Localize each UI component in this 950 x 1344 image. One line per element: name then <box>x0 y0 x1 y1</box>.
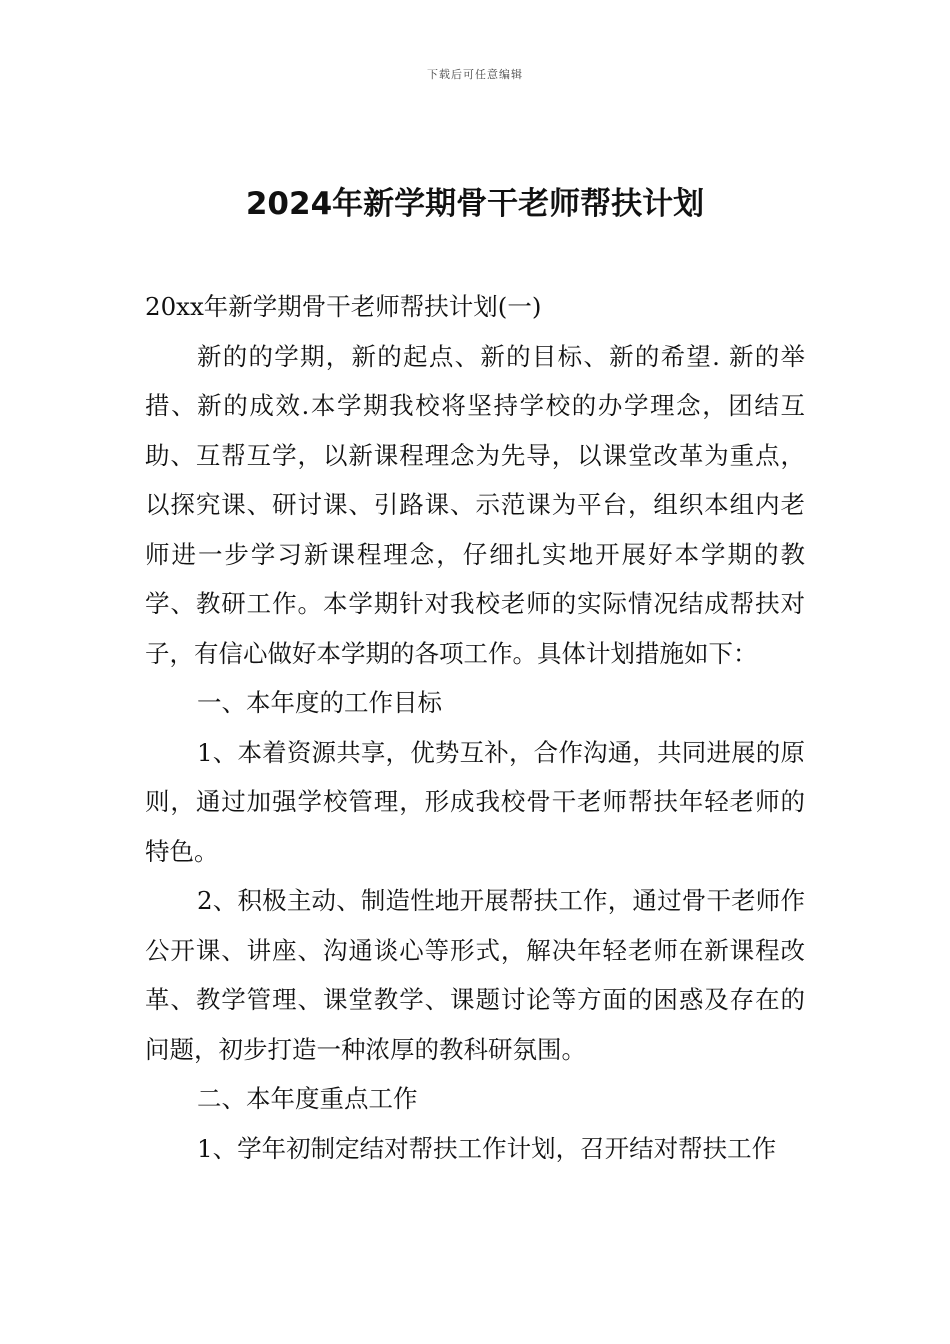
paragraph-goal-1: 1、本着资源共享，优势互补，合作沟通，共同进展的原则，通过加强学校管理，形成我校骨干老师帮扶年轻老师的特色。 <box>145 737 805 866</box>
paragraph-goal-2: 2、积极主动、制造性地开展帮扶工作，通过骨干老师作公开课、讲座、沟通谈心等形式，解决年轻老师在新课程改革、教学管理、课堂教学、课题讨论等方面的困惑及存在的问题，初步打造一种浓厚的教科研氛围。 <box>145 886 805 1064</box>
paragraph-work-1: 1、学年初制定结对帮扶工作计划，召开结对帮扶工作 <box>197 1133 777 1163</box>
heading-section-2: 二、本年度重点工作 <box>197 1084 418 1113</box>
document-body <box>145 282 805 1173</box>
subtitle: 20xx年新学期骨干老师帮扶计划(一) <box>145 292 542 321</box>
heading-section-1: 一、本年度的工作目标 <box>197 688 442 717</box>
paragraph-intro: 新的的学期，新的起点、新的目标、新的希望. 新的举措、新的成效.本学期我校将坚持学校的办学理念，团结互助、互帮互学，以新课程理念为先导，以课堂改革为重点，以探究课、研讨课、引路课、示范课为平台，组织本组内老师进一步学习新课程理念，仔细扎实地开展好本学期的教学、教研工作。本学期针对我校老师的实际情况结成帮扶对子，有信心做好本学期的各项工作。具体计划措施如下： <box>145 341 805 668</box>
header-note: 下载后可任意编辑 <box>427 68 523 81</box>
document-title: 2024年新学期骨干老师帮扶计划 <box>245 186 705 222</box>
